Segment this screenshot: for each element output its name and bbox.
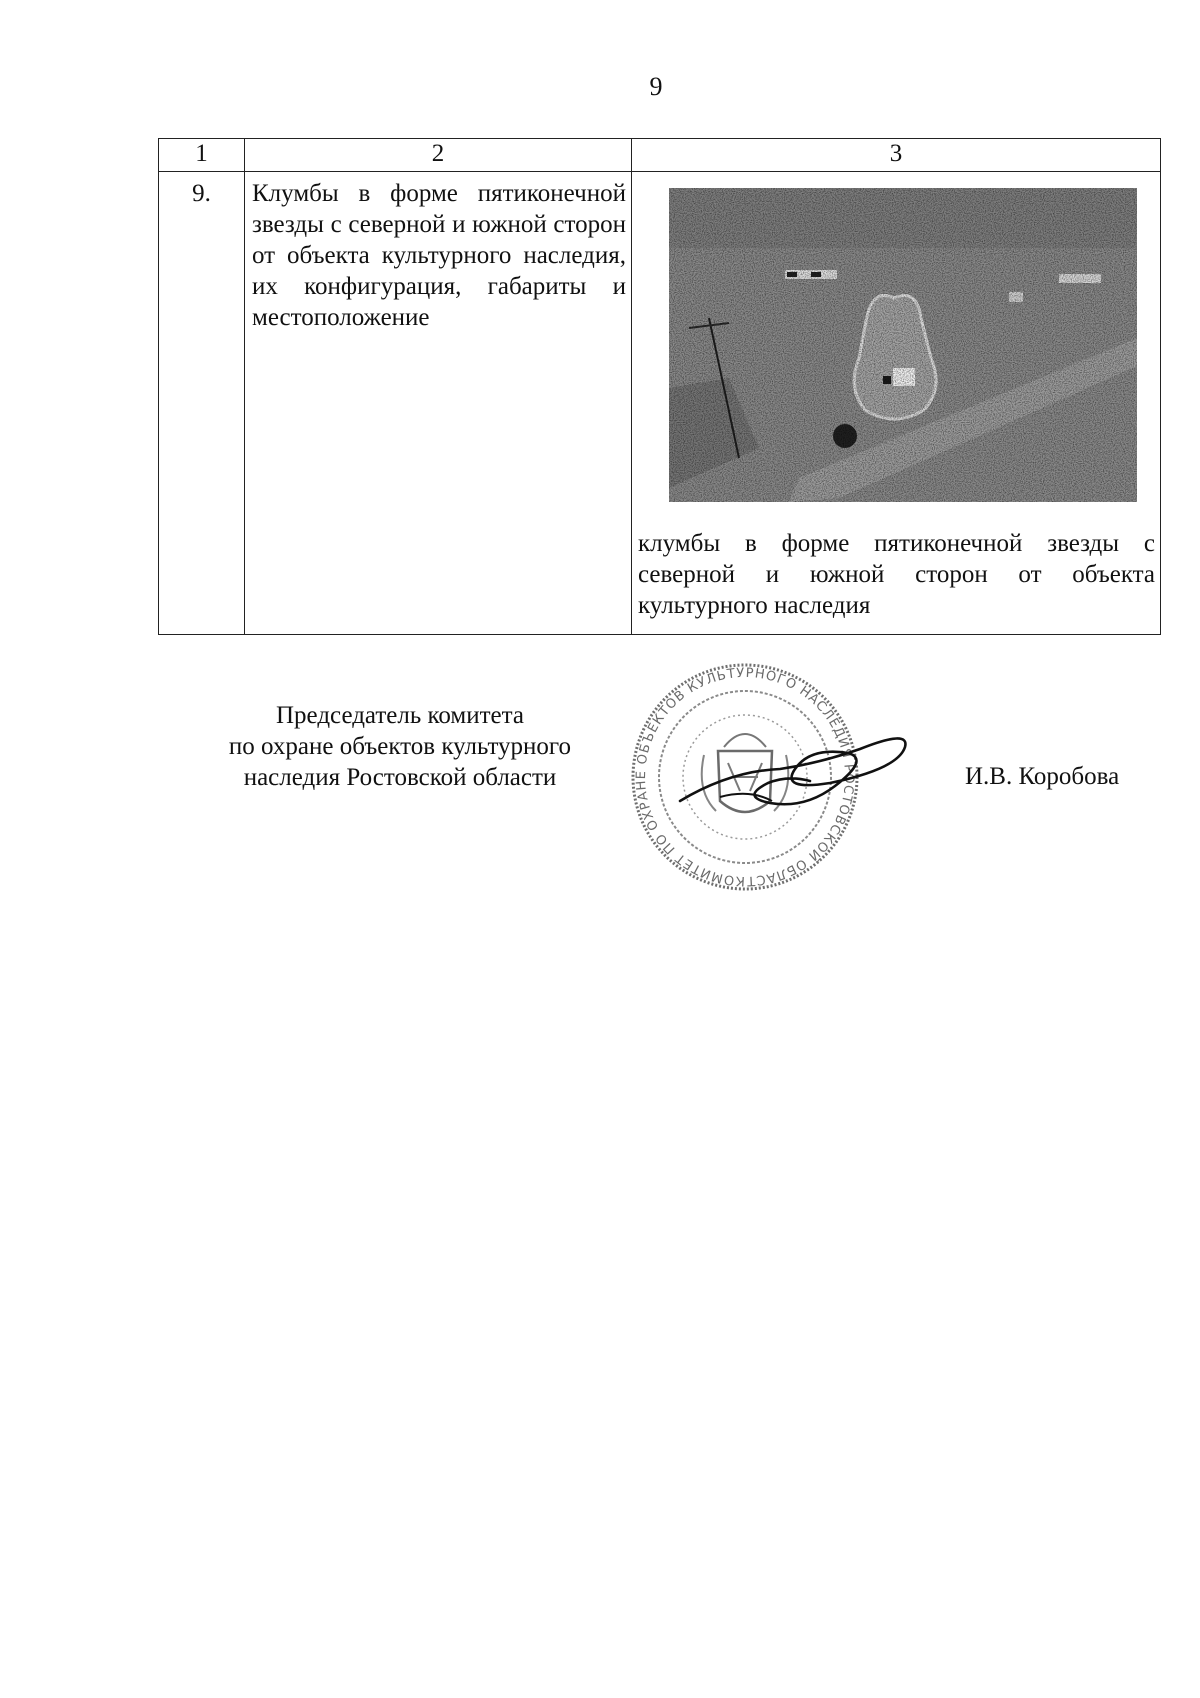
row-description-cell bbox=[245, 172, 632, 635]
signatory-name: И.В. Коробова bbox=[965, 763, 1120, 790]
row-photo-cell bbox=[632, 172, 1161, 635]
signature-block bbox=[0, 665, 1200, 920]
seal-outer-text: КОМИТЕТ ПО ОХРАНЕ ОБЪЕКТОВ КУЛЬТУРНОГО НАСЛЕДИЯ РОСТОВСКОЙ ОБЛАСТ bbox=[633, 665, 857, 889]
official-seal bbox=[620, 651, 950, 916]
column-header-2: 2 bbox=[245, 139, 632, 172]
position-line: Председатель комитета bbox=[276, 702, 524, 729]
aerial-photo bbox=[669, 188, 1137, 502]
row-number: 9. bbox=[159, 172, 245, 635]
position-line: наследия Ростовской области bbox=[243, 764, 557, 791]
table-header-row bbox=[159, 139, 1161, 172]
appendix-table bbox=[158, 138, 1161, 635]
column-header-3: 3 bbox=[632, 139, 1161, 172]
page-number: 9 bbox=[649, 72, 663, 101]
signatory-position bbox=[200, 700, 600, 793]
row-description: Клумбы в форме пятиконечной звезды с северной и южной сторон от объекта культурного наследия, их конфигурация, габариты и местоположение bbox=[252, 180, 626, 331]
table-row bbox=[159, 172, 1161, 635]
position-line: по охране объектов культурного bbox=[228, 733, 572, 760]
photo-caption: клумбы в форме пятиконечной звезды с северной и южной сторон от объекта культурного наследия bbox=[638, 530, 1155, 619]
column-header-1: 1 bbox=[159, 139, 245, 172]
